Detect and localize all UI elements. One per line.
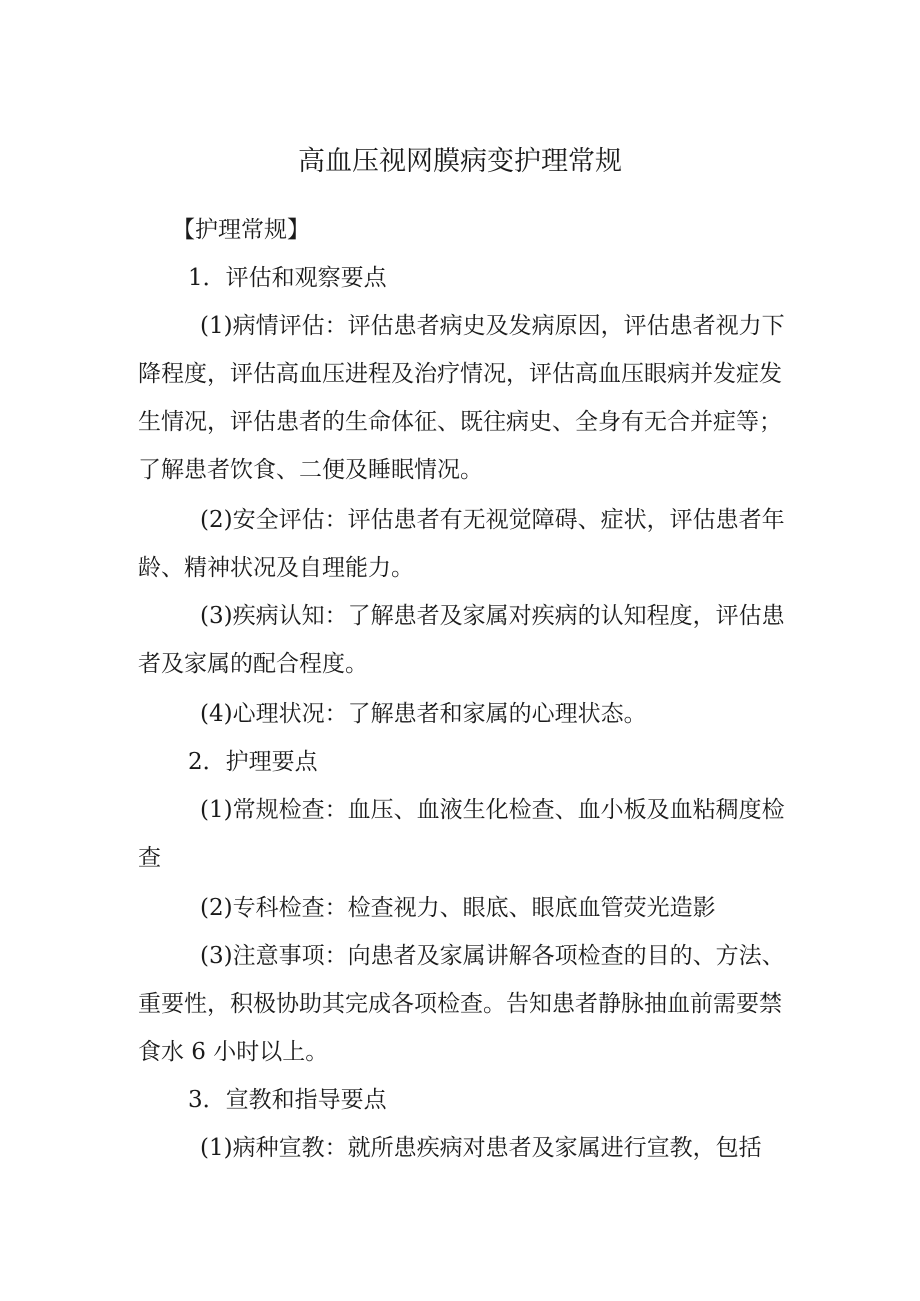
paragraph-line: (1)病种宣教：就所患疾病对患者及家属进行宣教，包括: [200, 1135, 762, 1161]
paragraph-line: 食水 6 小时以上。: [138, 1039, 329, 1065]
paragraph-line: 者及家属的配合程度。: [138, 651, 368, 677]
section-2-heading: 2．护理要点: [188, 749, 318, 775]
paragraph-line: (2)安全评估：评估患者有无视觉障碍、症状，评估患者年: [200, 507, 785, 533]
paragraph-line: 了解患者饮食、二便及睡眠情况。: [138, 457, 483, 483]
section-3-heading: 3．宣教和指导要点: [188, 1087, 387, 1113]
paragraph-line: 降程度，评估高血压进程及治疗情况，评估高血压眼病并发症发: [138, 361, 782, 387]
paragraph-line: 生情况，评估患者的生命体征、既往病史、全身有无合并症等；: [138, 409, 782, 435]
paragraph-line: (2)专科检查：检查视力、眼底、眼底血管荧光造影: [200, 895, 716, 921]
section-1-heading: 1．评估和观察要点: [188, 265, 387, 291]
paragraph-line: (1)病情评估：评估患者病史及发病原因，评估患者视力下: [200, 313, 785, 339]
paragraph-line: (4)心理状况：了解患者和家属的心理状态。: [200, 701, 647, 727]
paragraph-line: 龄、精神状况及自理能力。: [138, 555, 414, 581]
paragraph-line: (1)常规检查：血压、血液生化检查、血小板及血粘稠度检: [200, 797, 785, 823]
paragraph-line: (3)注意事项：向患者及家属讲解各项检查的目的、方法、: [200, 943, 785, 969]
document-title: 高血压视网膜病变护理常规: [298, 146, 622, 177]
paragraph-line: 查: [138, 845, 161, 871]
section-heading: 【护理常规】: [172, 217, 310, 243]
paragraph-line: (3)疾病认知：了解患者及家属对疾病的认知程度，评估患: [200, 603, 785, 629]
paragraph-line: 重要性，积极协助其完成各项检查。告知患者静脉抽血前需要禁: [138, 991, 782, 1017]
